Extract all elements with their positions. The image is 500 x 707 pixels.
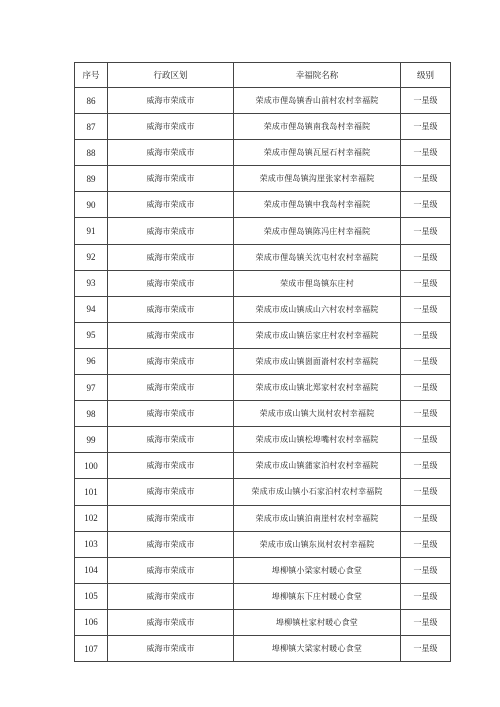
cell-region: 威海市荣成市 — [108, 270, 234, 296]
table-row — [75, 348, 451, 374]
cell-name: 荣成市俚岛镇东庄村 — [234, 270, 401, 296]
cell-region: 威海市荣成市 — [108, 609, 234, 635]
cell-seq: 93 — [75, 270, 108, 296]
cell-seq: 91 — [75, 218, 108, 244]
cell-name: 荣成市成山镇北郑家村农村幸福院 — [234, 375, 401, 401]
cell-region: 威海市荣成市 — [108, 531, 234, 557]
cell-region: 威海市荣成市 — [108, 557, 234, 583]
cell-region: 威海市荣成市 — [108, 505, 234, 531]
cell-level: 一星级 — [401, 609, 451, 635]
cell-seq: 87 — [75, 114, 108, 140]
cell-seq: 99 — [75, 427, 108, 453]
cell-name: 荣成市俚岛镇香山前村农村幸福院 — [234, 88, 401, 114]
header-level: 级别 — [401, 63, 451, 88]
cell-name: 荣成市成山镇蒲家泊村农村幸福院 — [234, 453, 401, 479]
cell-level: 一星级 — [401, 375, 451, 401]
cell-region: 威海市荣成市 — [108, 348, 234, 374]
cell-region: 威海市荣成市 — [108, 88, 234, 114]
cell-seq: 102 — [75, 505, 108, 531]
table-row — [75, 114, 451, 140]
cell-name: 荣成市俚岛镇南我岛村幸福院 — [234, 114, 401, 140]
cell-level: 一星级 — [401, 479, 451, 505]
cell-name: 埠柳镇小梁家村暖心食堂 — [234, 557, 401, 583]
table-row — [75, 635, 451, 661]
cell-region: 威海市荣成市 — [108, 244, 234, 270]
header-region: 行政区划 — [108, 63, 234, 88]
table-row — [75, 505, 451, 531]
cell-level: 一星级 — [401, 505, 451, 531]
table-row — [75, 479, 451, 505]
table-row — [75, 557, 451, 583]
cell-region: 威海市荣成市 — [108, 322, 234, 348]
cell-name: 荣成市成山镇松埠嘴村农村幸福院 — [234, 427, 401, 453]
cell-region: 威海市荣成市 — [108, 192, 234, 218]
cell-level: 一星级 — [401, 218, 451, 244]
cell-region: 威海市荣成市 — [108, 479, 234, 505]
cell-level: 一星级 — [401, 114, 451, 140]
cell-level: 一星级 — [401, 166, 451, 192]
table-row — [75, 322, 451, 348]
cell-level: 一星级 — [401, 531, 451, 557]
header-name: 幸福院名称 — [234, 63, 401, 88]
table-row — [75, 244, 451, 270]
cell-name: 荣成市成山镇成山六村农村幸福院 — [234, 296, 401, 322]
table-row — [75, 375, 451, 401]
cell-seq: 103 — [75, 531, 108, 557]
cell-level: 一星级 — [401, 583, 451, 609]
cell-region: 威海市荣成市 — [108, 166, 234, 192]
cell-region: 威海市荣成市 — [108, 375, 234, 401]
cell-level: 一星级 — [401, 322, 451, 348]
header-seq: 序号 — [75, 63, 108, 88]
cell-seq: 90 — [75, 192, 108, 218]
cell-region: 威海市荣成市 — [108, 140, 234, 166]
cell-level: 一星级 — [401, 244, 451, 270]
cell-region: 威海市荣成市 — [108, 296, 234, 322]
welfare-home-table — [74, 62, 451, 662]
cell-seq: 86 — [75, 88, 108, 114]
cell-level: 一星级 — [401, 192, 451, 218]
welfare-home-table-container — [74, 62, 451, 662]
cell-seq: 105 — [75, 583, 108, 609]
cell-region: 威海市荣成市 — [108, 583, 234, 609]
cell-seq: 104 — [75, 557, 108, 583]
table-row — [75, 609, 451, 635]
table-row — [75, 270, 451, 296]
cell-level: 一星级 — [401, 270, 451, 296]
table-header-row — [75, 63, 451, 88]
cell-name: 埠柳镇大梁家村暖心食堂 — [234, 635, 401, 661]
cell-seq: 88 — [75, 140, 108, 166]
cell-name: 荣成市俚岛镇沟崖张家村幸福院 — [234, 166, 401, 192]
cell-name: 荣成市成山镇泊南崖村农村幸福院 — [234, 505, 401, 531]
table-row — [75, 192, 451, 218]
cell-seq: 96 — [75, 348, 108, 374]
cell-region: 威海市荣成市 — [108, 635, 234, 661]
cell-name: 埠柳镇杜家村暖心食堂 — [234, 609, 401, 635]
table-row — [75, 166, 451, 192]
cell-seq: 100 — [75, 453, 108, 479]
table-row — [75, 296, 451, 322]
cell-level: 一星级 — [401, 88, 451, 114]
table-row — [75, 218, 451, 244]
cell-seq: 101 — [75, 479, 108, 505]
cell-seq: 92 — [75, 244, 108, 270]
table-row — [75, 140, 451, 166]
cell-name: 荣成市成山镇小石家泊村农村幸福院 — [234, 479, 401, 505]
cell-level: 一星级 — [401, 401, 451, 427]
cell-level: 一星级 — [401, 453, 451, 479]
cell-name: 荣成市俚岛镇中我岛村幸福院 — [234, 192, 401, 218]
cell-name: 荣成市俚岛镇陈冯庄村幸福院 — [234, 218, 401, 244]
cell-seq: 94 — [75, 296, 108, 322]
cell-region: 威海市荣成市 — [108, 218, 234, 244]
table-row — [75, 427, 451, 453]
table-row — [75, 583, 451, 609]
cell-level: 一星级 — [401, 635, 451, 661]
cell-name: 荣成市成山镇崮面嵛村农村幸福院 — [234, 348, 401, 374]
cell-seq: 107 — [75, 635, 108, 661]
cell-region: 威海市荣成市 — [108, 453, 234, 479]
cell-level: 一星级 — [401, 140, 451, 166]
table-row — [75, 453, 451, 479]
cell-seq: 106 — [75, 609, 108, 635]
cell-name: 荣成市成山镇岳家庄村农村幸福院 — [234, 322, 401, 348]
cell-name: 荣成市俚岛镇关沈屯村农村幸福院 — [234, 244, 401, 270]
cell-seq: 89 — [75, 166, 108, 192]
cell-level: 一星级 — [401, 348, 451, 374]
table-row — [75, 531, 451, 557]
cell-level: 一星级 — [401, 427, 451, 453]
cell-name: 荣成市俚岛镇瓦屋石村幸福院 — [234, 140, 401, 166]
cell-seq: 97 — [75, 375, 108, 401]
table-row — [75, 401, 451, 427]
cell-name: 荣成市成山镇东岚村农村幸福院 — [234, 531, 401, 557]
cell-name: 埠柳镇东下庄村暖心食堂 — [234, 583, 401, 609]
cell-seq: 95 — [75, 322, 108, 348]
cell-region: 威海市荣成市 — [108, 401, 234, 427]
cell-level: 一星级 — [401, 296, 451, 322]
cell-name: 荣成市成山镇大岚村农村幸福院 — [234, 401, 401, 427]
cell-level: 一星级 — [401, 557, 451, 583]
cell-region: 威海市荣成市 — [108, 114, 234, 140]
cell-region: 威海市荣成市 — [108, 427, 234, 453]
table-row — [75, 88, 451, 114]
cell-seq: 98 — [75, 401, 108, 427]
